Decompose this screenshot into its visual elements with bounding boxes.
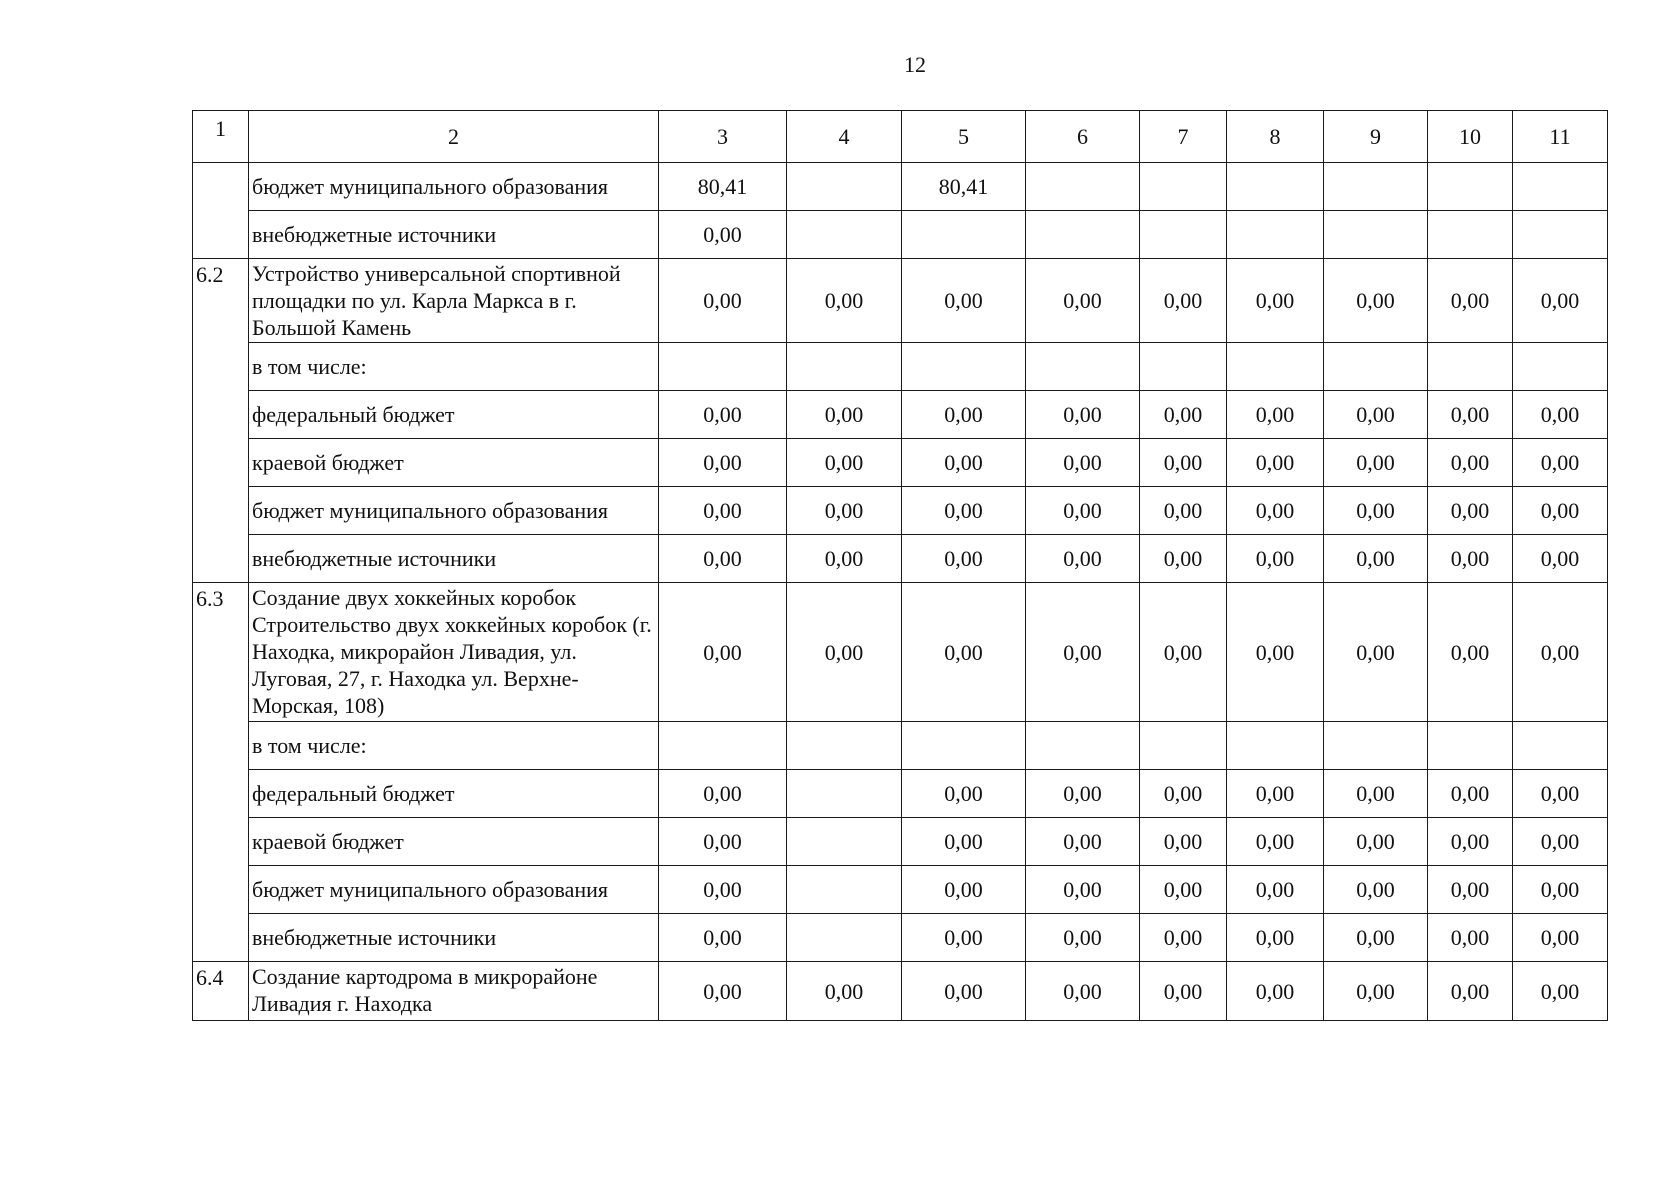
- value-cell: 0,00: [902, 439, 1026, 487]
- value-cell: [1324, 722, 1428, 770]
- row-label: бюджет муниципального образования: [249, 487, 659, 535]
- value-cell: 0,00: [1428, 259, 1513, 343]
- value-cell: 0,00: [1026, 962, 1140, 1021]
- row-label: Устройство универсальной спортивной площадки по ул. Карла Маркса в г. Большой Камень: [249, 259, 659, 343]
- item-number-cell: 6.3: [193, 583, 249, 962]
- value-cell: 0,00: [1513, 818, 1608, 866]
- value-cell: 0,00: [1026, 259, 1140, 343]
- value-cell: 0,00: [1227, 487, 1324, 535]
- value-cell: [1513, 343, 1608, 391]
- value-cell: 0,00: [1324, 487, 1428, 535]
- value-cell: 0,00: [659, 818, 787, 866]
- table-row: [193, 163, 1608, 211]
- value-cell: 0,00: [1026, 583, 1140, 722]
- value-cell: [1026, 722, 1140, 770]
- value-cell: 0,00: [1026, 866, 1140, 914]
- value-cell: 0,00: [1227, 259, 1324, 343]
- value-cell: 0,00: [787, 583, 902, 722]
- value-cell: 0,00: [1026, 487, 1140, 535]
- value-cell: 0,00: [659, 866, 787, 914]
- value-cell: 0,00: [1140, 962, 1227, 1021]
- value-cell: 0,00: [1140, 487, 1227, 535]
- value-cell: 0,00: [1227, 391, 1324, 439]
- value-cell: [787, 722, 902, 770]
- value-cell: [787, 343, 902, 391]
- value-cell: 0,00: [659, 439, 787, 487]
- value-cell: 0,00: [1513, 962, 1608, 1021]
- value-cell: 0,00: [659, 487, 787, 535]
- column-header: 1: [193, 111, 249, 163]
- value-cell: 0,00: [1428, 770, 1513, 818]
- value-cell: [1227, 343, 1324, 391]
- row-label: в том числе:: [249, 722, 659, 770]
- table-row: [193, 211, 1608, 259]
- column-header: 8: [1227, 111, 1324, 163]
- value-cell: [1428, 343, 1513, 391]
- row-label: бюджет муниципального образования: [249, 163, 659, 211]
- value-cell: 0,00: [1513, 535, 1608, 583]
- budget-table: [192, 110, 1608, 1021]
- value-cell: 0,00: [659, 391, 787, 439]
- value-cell: [1140, 163, 1227, 211]
- column-header: 9: [1324, 111, 1428, 163]
- value-cell: [1227, 722, 1324, 770]
- value-cell: 0,00: [659, 583, 787, 722]
- value-cell: 0,00: [902, 818, 1026, 866]
- value-cell: 0,00: [1428, 487, 1513, 535]
- value-cell: 0,00: [1324, 583, 1428, 722]
- value-cell: 0,00: [1227, 962, 1324, 1021]
- value-cell: [1428, 211, 1513, 259]
- value-cell: 0,00: [1324, 770, 1428, 818]
- value-cell: [1227, 163, 1324, 211]
- value-cell: [1428, 722, 1513, 770]
- value-cell: [787, 914, 902, 962]
- value-cell: 0,00: [1324, 391, 1428, 439]
- value-cell: [1324, 343, 1428, 391]
- item-number-cell: 6.4: [193, 962, 249, 1021]
- value-cell: 0,00: [1513, 583, 1608, 722]
- table-row: [193, 770, 1608, 818]
- table-row: [193, 343, 1608, 391]
- value-cell: 0,00: [1227, 818, 1324, 866]
- value-cell: 0,00: [787, 391, 902, 439]
- value-cell: 0,00: [1324, 259, 1428, 343]
- value-cell: 0,00: [1227, 439, 1324, 487]
- row-label: краевой бюджет: [249, 439, 659, 487]
- row-label: внебюджетные источники: [249, 211, 659, 259]
- value-cell: 0,00: [1140, 583, 1227, 722]
- value-cell: 0,00: [902, 535, 1026, 583]
- value-cell: 0,00: [1513, 770, 1608, 818]
- table-header-row: [193, 111, 1608, 163]
- row-label: федеральный бюджет: [249, 770, 659, 818]
- value-cell: [659, 722, 787, 770]
- value-cell: 0,00: [902, 259, 1026, 343]
- row-label: краевой бюджет: [249, 818, 659, 866]
- value-cell: 0,00: [1324, 439, 1428, 487]
- value-cell: [787, 211, 902, 259]
- column-header: 11: [1513, 111, 1608, 163]
- value-cell: 0,00: [1026, 770, 1140, 818]
- column-header: 5: [902, 111, 1026, 163]
- column-header: 2: [249, 111, 659, 163]
- value-cell: [1324, 211, 1428, 259]
- table-row: [193, 259, 1608, 343]
- table-row: [193, 535, 1608, 583]
- value-cell: 0,00: [1140, 914, 1227, 962]
- value-cell: 0,00: [1140, 535, 1227, 583]
- value-cell: 0,00: [902, 962, 1026, 1021]
- value-cell: 0,00: [787, 962, 902, 1021]
- row-label: Создание картодрома в микрорайоне Ливадия г. Находка: [249, 962, 659, 1021]
- value-cell: 0,00: [1227, 535, 1324, 583]
- value-cell: 0,00: [1026, 535, 1140, 583]
- value-cell: 0,00: [659, 914, 787, 962]
- table-row: [193, 583, 1608, 722]
- value-cell: 0,00: [1227, 866, 1324, 914]
- value-cell: 0,00: [1140, 259, 1227, 343]
- page-number: 12: [904, 52, 926, 77]
- row-label: Создание двух хоккейных коробок Строительство двух хоккейных коробок (г. Находка, микрорайон Ливадия, ул. Луговая, 27, г. Находка ул. Верхне-Морская, 108): [249, 583, 659, 722]
- value-cell: 0,00: [787, 259, 902, 343]
- value-cell: [1026, 343, 1140, 391]
- value-cell: [659, 343, 787, 391]
- value-cell: [902, 722, 1026, 770]
- value-cell: 0,00: [1428, 914, 1513, 962]
- value-cell: [1513, 722, 1608, 770]
- value-cell: 0,00: [1324, 914, 1428, 962]
- value-cell: [1513, 163, 1608, 211]
- value-cell: 0,00: [1513, 439, 1608, 487]
- value-cell: 0,00: [659, 962, 787, 1021]
- value-cell: 0,00: [902, 583, 1026, 722]
- value-cell: [1428, 163, 1513, 211]
- value-cell: 0,00: [1513, 259, 1608, 343]
- column-header: 4: [787, 111, 902, 163]
- item-number-cell: [193, 163, 249, 259]
- value-cell: [1140, 343, 1227, 391]
- value-cell: 0,00: [787, 439, 902, 487]
- value-cell: 0,00: [1324, 866, 1428, 914]
- value-cell: [1227, 211, 1324, 259]
- value-cell: 0,00: [659, 211, 787, 259]
- value-cell: 0,00: [902, 770, 1026, 818]
- value-cell: 0,00: [1026, 391, 1140, 439]
- value-cell: 0,00: [1513, 487, 1608, 535]
- value-cell: 0,00: [1026, 439, 1140, 487]
- value-cell: [1026, 163, 1140, 211]
- column-header: 6: [1026, 111, 1140, 163]
- value-cell: 0,00: [1428, 535, 1513, 583]
- table-row: [193, 866, 1608, 914]
- row-label: в том числе:: [249, 343, 659, 391]
- value-cell: 0,00: [1513, 866, 1608, 914]
- value-cell: [1140, 722, 1227, 770]
- value-cell: [902, 343, 1026, 391]
- value-cell: 0,00: [902, 391, 1026, 439]
- value-cell: 80,41: [659, 163, 787, 211]
- value-cell: 0,00: [1428, 439, 1513, 487]
- value-cell: 0,00: [1227, 914, 1324, 962]
- value-cell: 0,00: [659, 770, 787, 818]
- value-cell: [787, 866, 902, 914]
- table-row: [193, 962, 1608, 1021]
- row-label: внебюджетные источники: [249, 535, 659, 583]
- table-row: [193, 439, 1608, 487]
- value-cell: 0,00: [1513, 391, 1608, 439]
- value-cell: 0,00: [1227, 770, 1324, 818]
- value-cell: 0,00: [1428, 818, 1513, 866]
- value-cell: [787, 818, 902, 866]
- value-cell: 0,00: [1140, 866, 1227, 914]
- value-cell: 0,00: [1324, 962, 1428, 1021]
- value-cell: 0,00: [1428, 391, 1513, 439]
- column-header: 3: [659, 111, 787, 163]
- row-label: бюджет муниципального образования: [249, 866, 659, 914]
- value-cell: 0,00: [1428, 962, 1513, 1021]
- value-cell: [902, 211, 1026, 259]
- value-cell: 0,00: [659, 535, 787, 583]
- value-cell: 0,00: [1026, 818, 1140, 866]
- value-cell: 0,00: [659, 259, 787, 343]
- value-cell: 0,00: [1026, 914, 1140, 962]
- value-cell: [1324, 163, 1428, 211]
- column-header: 10: [1428, 111, 1513, 163]
- table-row: [193, 818, 1608, 866]
- value-cell: [1140, 211, 1227, 259]
- value-cell: 80,41: [902, 163, 1026, 211]
- value-cell: [1026, 211, 1140, 259]
- value-cell: 0,00: [1140, 391, 1227, 439]
- value-cell: [787, 163, 902, 211]
- value-cell: 0,00: [787, 535, 902, 583]
- table-row: [193, 722, 1608, 770]
- value-cell: 0,00: [1324, 535, 1428, 583]
- value-cell: 0,00: [1513, 914, 1608, 962]
- value-cell: 0,00: [902, 914, 1026, 962]
- value-cell: 0,00: [1140, 818, 1227, 866]
- column-header: 7: [1140, 111, 1227, 163]
- table-row: [193, 914, 1608, 962]
- value-cell: 0,00: [1324, 818, 1428, 866]
- value-cell: 0,00: [787, 487, 902, 535]
- item-number-cell: 6.2: [193, 259, 249, 583]
- value-cell: [787, 770, 902, 818]
- value-cell: 0,00: [1140, 770, 1227, 818]
- value-cell: 0,00: [902, 866, 1026, 914]
- value-cell: 0,00: [1428, 866, 1513, 914]
- table-row: [193, 391, 1608, 439]
- value-cell: [1513, 211, 1608, 259]
- value-cell: 0,00: [902, 487, 1026, 535]
- table-row: [193, 487, 1608, 535]
- value-cell: 0,00: [1140, 439, 1227, 487]
- value-cell: 0,00: [1227, 583, 1324, 722]
- value-cell: 0,00: [1428, 583, 1513, 722]
- row-label: федеральный бюджет: [249, 391, 659, 439]
- row-label: внебюджетные источники: [249, 914, 659, 962]
